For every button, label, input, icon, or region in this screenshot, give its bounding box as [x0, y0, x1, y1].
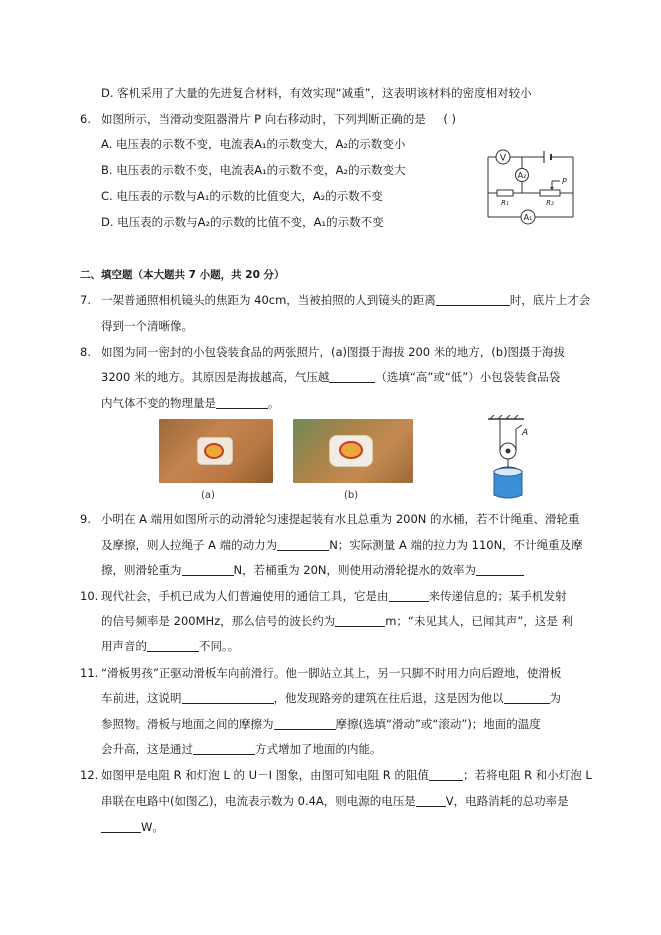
q12-text-2a: 串联在电路中(如图乙)，电流表示数为 0.4A，则电源的电压是	[101, 794, 416, 808]
q7-line-1	[101, 291, 590, 309]
q12-line-1	[101, 766, 592, 784]
q12-blank-1	[429, 768, 463, 781]
q11-text-3a: 参照物。滑板与地面之间的摩擦为	[101, 717, 274, 731]
q12-blank-2	[416, 794, 446, 807]
q9-line-2	[101, 536, 583, 554]
ammeter-a1-label: A₁	[523, 213, 533, 222]
q11-text-2a: 车前进，这说明	[101, 691, 182, 705]
q9-text-2a: 及摩擦，则人拉绳子 A 端的动力为	[101, 538, 278, 552]
q10-line-2	[101, 612, 573, 630]
pulley-diagram	[480, 415, 540, 501]
q11-line-3	[101, 715, 541, 733]
q11-text-4a: 会升高，这是通过	[101, 742, 193, 756]
q8-line-3	[101, 394, 280, 412]
section-2-title: 二、填空题（本大题共 7 小题，共 20 分）	[80, 269, 285, 281]
q10-blank-3	[147, 639, 199, 652]
q11-line-1: “滑板男孩”正驱动滑板车向前滑行。他一脚站立其上，另一只脚不时用力向后蹬地，使滑板	[101, 666, 562, 680]
q11-text-3b: 摩擦(选填“滑动”或“滚动”)；地面的温度	[335, 717, 541, 731]
q6-stem-text: 如图所示，当滑动变阻器滑片 P 向右移动时，下列判断正确的是	[101, 112, 426, 126]
q12-text-3b: W。	[141, 820, 164, 834]
q11-text-2b: ，他发现路旁的建筑在往后退，这是因为他以	[273, 691, 504, 705]
q7-text-1b: 时，底片上才会	[509, 293, 591, 307]
q8-number: 8.	[80, 345, 91, 359]
q8-text-3b: 。	[268, 396, 280, 410]
q12-text-2b: V，电路消耗的总功率是	[445, 794, 569, 808]
q7-number: 7.	[80, 293, 91, 307]
q10-line-3	[101, 637, 239, 655]
q9-blank-2	[182, 563, 234, 576]
q8-text-3a: 内气体不变的物理量是	[101, 396, 216, 410]
q6-circuit-diagram	[478, 145, 580, 227]
q10-text-1b: 来传递信息的；某手机发射	[428, 589, 567, 603]
q8-blank-2	[216, 396, 268, 409]
q7-text-1a: 一架普通照相机镜头的焦距为 40cm，当被拍照的人到镜头的距离	[101, 293, 436, 307]
q11-blank-2	[504, 691, 550, 704]
q12-blank-3	[101, 820, 141, 833]
q10-blank-1	[389, 589, 429, 602]
q12-line-2	[101, 792, 569, 810]
q6-stem	[101, 110, 481, 128]
q8-caption-b: (b)	[344, 490, 359, 501]
q10-text-2a: 的信号频率是 200MHz，那么信号的波长约为	[101, 614, 336, 628]
q6-option-a: A. 电压表的示数不变，电流表A₁的示数变大，A₂的示数变小	[101, 137, 406, 151]
q10-text-3a: 用声音的	[101, 639, 147, 653]
q11-line-2	[101, 689, 561, 707]
q12-number: 12.	[80, 768, 99, 782]
r1-label: R₁	[501, 199, 509, 207]
q9-line-3	[101, 561, 524, 579]
q8-line-2	[101, 368, 560, 386]
q10-blank-2	[335, 614, 385, 627]
ammeter-a2-label: A₂	[517, 171, 527, 180]
q11-line-4	[101, 740, 382, 758]
q10-text-1a: 现代社会，手机已成为人们普遍使用的通信工具，它是由	[101, 589, 389, 603]
q9-line-1: 小明在 A 端用如图所示的动滑轮匀速提起装有水且总重为 200N 的水桶，若不计绳重、滑轮重	[101, 512, 580, 526]
q8-photo-a	[159, 419, 273, 483]
q9-blank-3	[476, 563, 524, 576]
q5-option-d: D. 客机采用了大量的先进复合材料，有效实现“减重”，这表明该材料的密度相对较小	[101, 86, 532, 100]
q12-text-1a: 如图甲是电阻 R 和灯泡 L 的 U－I 图象，由图可知电阻 R 的阻值	[101, 768, 429, 782]
q8-photo-b	[293, 419, 413, 483]
q6-option-c: C. 电压表的示数与A₁的示数的比值变大，A₂的示数不变	[101, 189, 383, 203]
voltmeter-label: V	[499, 153, 507, 164]
q11-blank-4	[193, 742, 255, 755]
q10-line-1	[101, 587, 567, 605]
q11-number: 11.	[80, 666, 99, 680]
q12-line-3	[101, 818, 164, 836]
r2-label: R₂	[546, 199, 554, 207]
q8-caption-a: (a)	[201, 490, 215, 501]
q8-line-1: 如图为同一密封的小包袋装食品的两张照片，(a)图摄于海拔 200 米的地方，(b)图摄于海拔	[101, 345, 566, 359]
q11-blank-3	[274, 717, 336, 730]
q11-text-4b: 方式增加了地面的内能。	[255, 742, 382, 756]
q7-line-2: 得到一个清晰像。	[101, 319, 193, 333]
q6-answer-paren: ( )	[443, 112, 457, 126]
q10-text-2b: m；“未见其人，已闻其声”，这是 利	[385, 614, 573, 628]
q9-text-2b: N；实际测量 A 端的拉力为 110N，不计绳重及摩	[329, 538, 583, 552]
q11-text-2c: 为	[549, 691, 561, 705]
pulley-end-label: A	[522, 428, 529, 438]
q10-text-3b: 不同。。	[199, 639, 240, 653]
q11-blank-1	[182, 691, 274, 704]
q7-blank-1	[436, 293, 510, 306]
q10-number: 10.	[80, 589, 99, 603]
q9-blank-1	[277, 538, 329, 551]
q8-text-2a: 3200 米的地方。其原因是海拔越高，气压越	[101, 370, 330, 384]
q6-option-d: D. 电压表的示数与A₂的示数的比值不变，A₁的示数不变	[101, 215, 384, 229]
q8-text-2b: （选填“高”或“低”）小包袋装食品袋	[375, 370, 561, 384]
q9-text-3a: 擦，则滑轮重为	[101, 563, 182, 577]
q6-option-b: B. 电压表的示数不变，电流表A₁的示数不变，A₂的示数变大	[101, 163, 406, 177]
q8-blank-1	[329, 370, 375, 383]
q9-number: 9.	[80, 512, 91, 526]
q9-text-3b: N，若桶重为 20N，则使用动滑轮提水的效率为	[233, 563, 476, 577]
q12-text-1b: ；若将电阻 R 和小灯泡 L	[462, 768, 592, 782]
slider-label: P	[562, 177, 567, 186]
q6-number: 6.	[80, 112, 91, 126]
